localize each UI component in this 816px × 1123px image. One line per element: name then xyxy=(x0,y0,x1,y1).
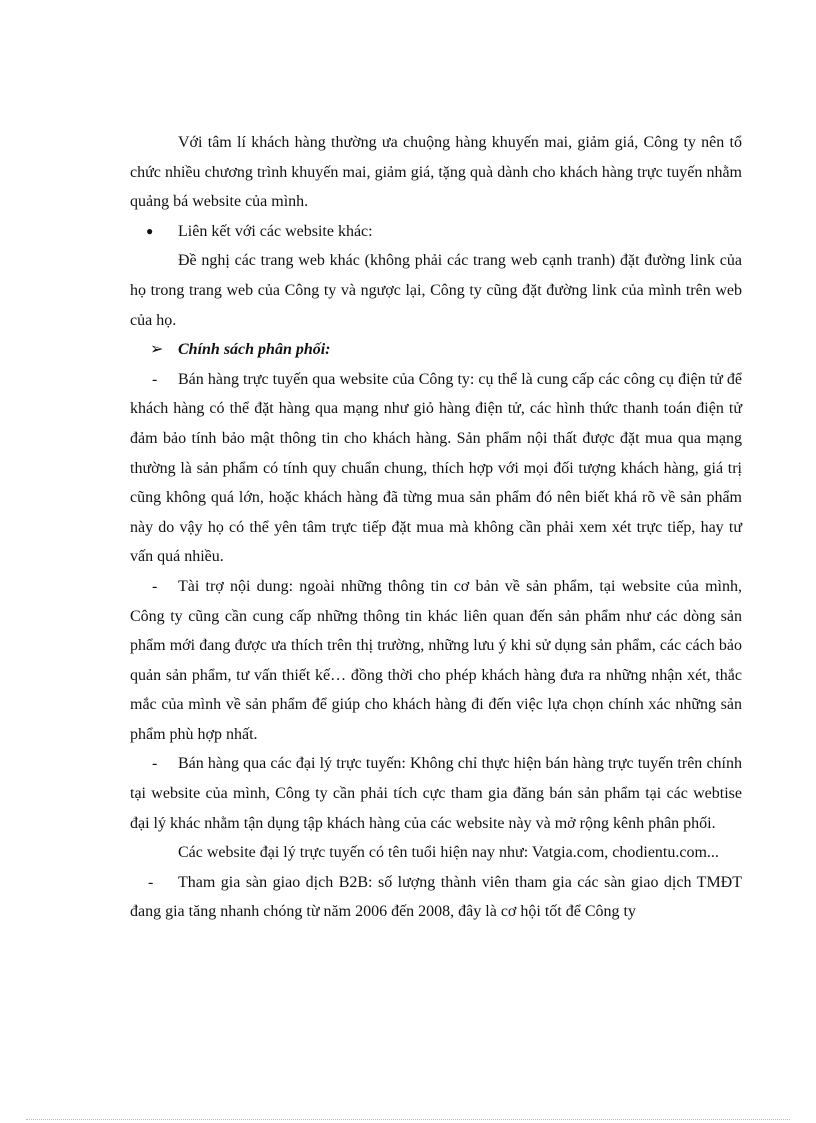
dash-item-agents xyxy=(130,749,742,838)
bullet-icon: ● xyxy=(146,223,154,238)
dash-item-text: Bán hàng trực tuyến qua website của Công ty: cụ thể là cung cấp các công cụ điện tử để khách hàng có thể đặt hàng qua mạng như giỏ hàng điện tử, các hình thức thanh toán điện tử đảm bảo tính bảo mật thông tin cho khách hàng. Sản phẩm nội thất được đặt mua qua mạng thường là sản phẩm có tính quy chuẩn chung, thích hợp với mọi đối tượng khách hàng, giá trị cũng không quá lớn, hoặc khách hàng đã từng mua sản phẩm đó nên biết khá rõ về sản phẩm này do vậy họ có thể yên tâm trực tiếp đặt mua mà không cần phải xem xét trực tiếp, hay tư vấn quá nhiều. xyxy=(130,370,742,566)
dash-item-content-sponsorship xyxy=(130,572,742,750)
dash-item-b2b xyxy=(130,868,742,927)
dash-item-text: Bán hàng qua các đại lý trực tuyến: Không chỉ thực hiện bán hàng trực tuyến trên chính tại website của mình, Công ty cần phải tích cực tham gia đăng bán sản phẩm tại các webtise đại lý khác nhằm tận dụng tập khách hàng của các website này và mở rộng kênh phân phối. xyxy=(130,755,742,832)
paragraph-link-exchange: Đề nghị các trang web khác (không phải các trang web cạnh tranh) đặt đường link của họ trong trang web của Công ty và ngược lại, Công ty cũng đặt đường link của mình trên web của họ. xyxy=(130,252,742,329)
section-heading-text: Chính sách phân phối: xyxy=(178,341,331,359)
section-heading xyxy=(130,335,742,365)
dash-icon: - xyxy=(152,370,158,388)
dash-item-text: Tham gia sàn giao dịch B2B: số lượng thành viên tham gia các sàn giao dịch TMĐT đang gia tăng nhanh chóng từ năm 2006 đến 2008, đây là cơ hội tốt để Công ty xyxy=(130,873,742,921)
dash-item-text: Tài trợ nội dung: ngoài những thông tin cơ bản về sản phẩm, tại website của mình, Công ty cũng cần cung cấp những thông tin khác liên quan đến sản phẩm như các dòng sản phẩm mới đang được ưa thích trên thị trường, những lưu ý khi sử dụng sản phẩm, các cách bảo quản sản phẩm, tư vấn thiết kế… đồng thời cho phép khách hàng đưa ra những nhận xét, thắc mắc của mình về sản phẩm để giúp cho khách hàng đi đến việc lựa chọn chính xác những sản phẩm phù hợp nhất. xyxy=(130,577,742,743)
bullet-text: Liên kết với các website khác: xyxy=(178,222,373,240)
arrow-bullet-icon: ➢ xyxy=(150,341,164,359)
dash-icon: - xyxy=(148,873,154,891)
dash-icon: - xyxy=(152,755,158,773)
paragraph-agent-sites: Các website đại lý trực tuyến có tên tuổi hiện nay như: Vatgia.com, chodientu.com... xyxy=(178,844,719,862)
bullet-item-links xyxy=(130,217,742,247)
document-page xyxy=(130,128,742,927)
dash-icon: - xyxy=(152,577,158,595)
page-bottom-divider xyxy=(26,1119,790,1120)
dash-item-online-sales xyxy=(130,365,742,572)
paragraph-promotions: Với tâm lí khách hàng thường ưa chuộng hàng khuyến mai, giảm giá, Công ty nên tổ chức nhiều chương trình khuyến mai, giảm giá, tặng quà dành cho khách hàng trực tuyến nhằm quảng bá website của mình. xyxy=(130,134,742,211)
